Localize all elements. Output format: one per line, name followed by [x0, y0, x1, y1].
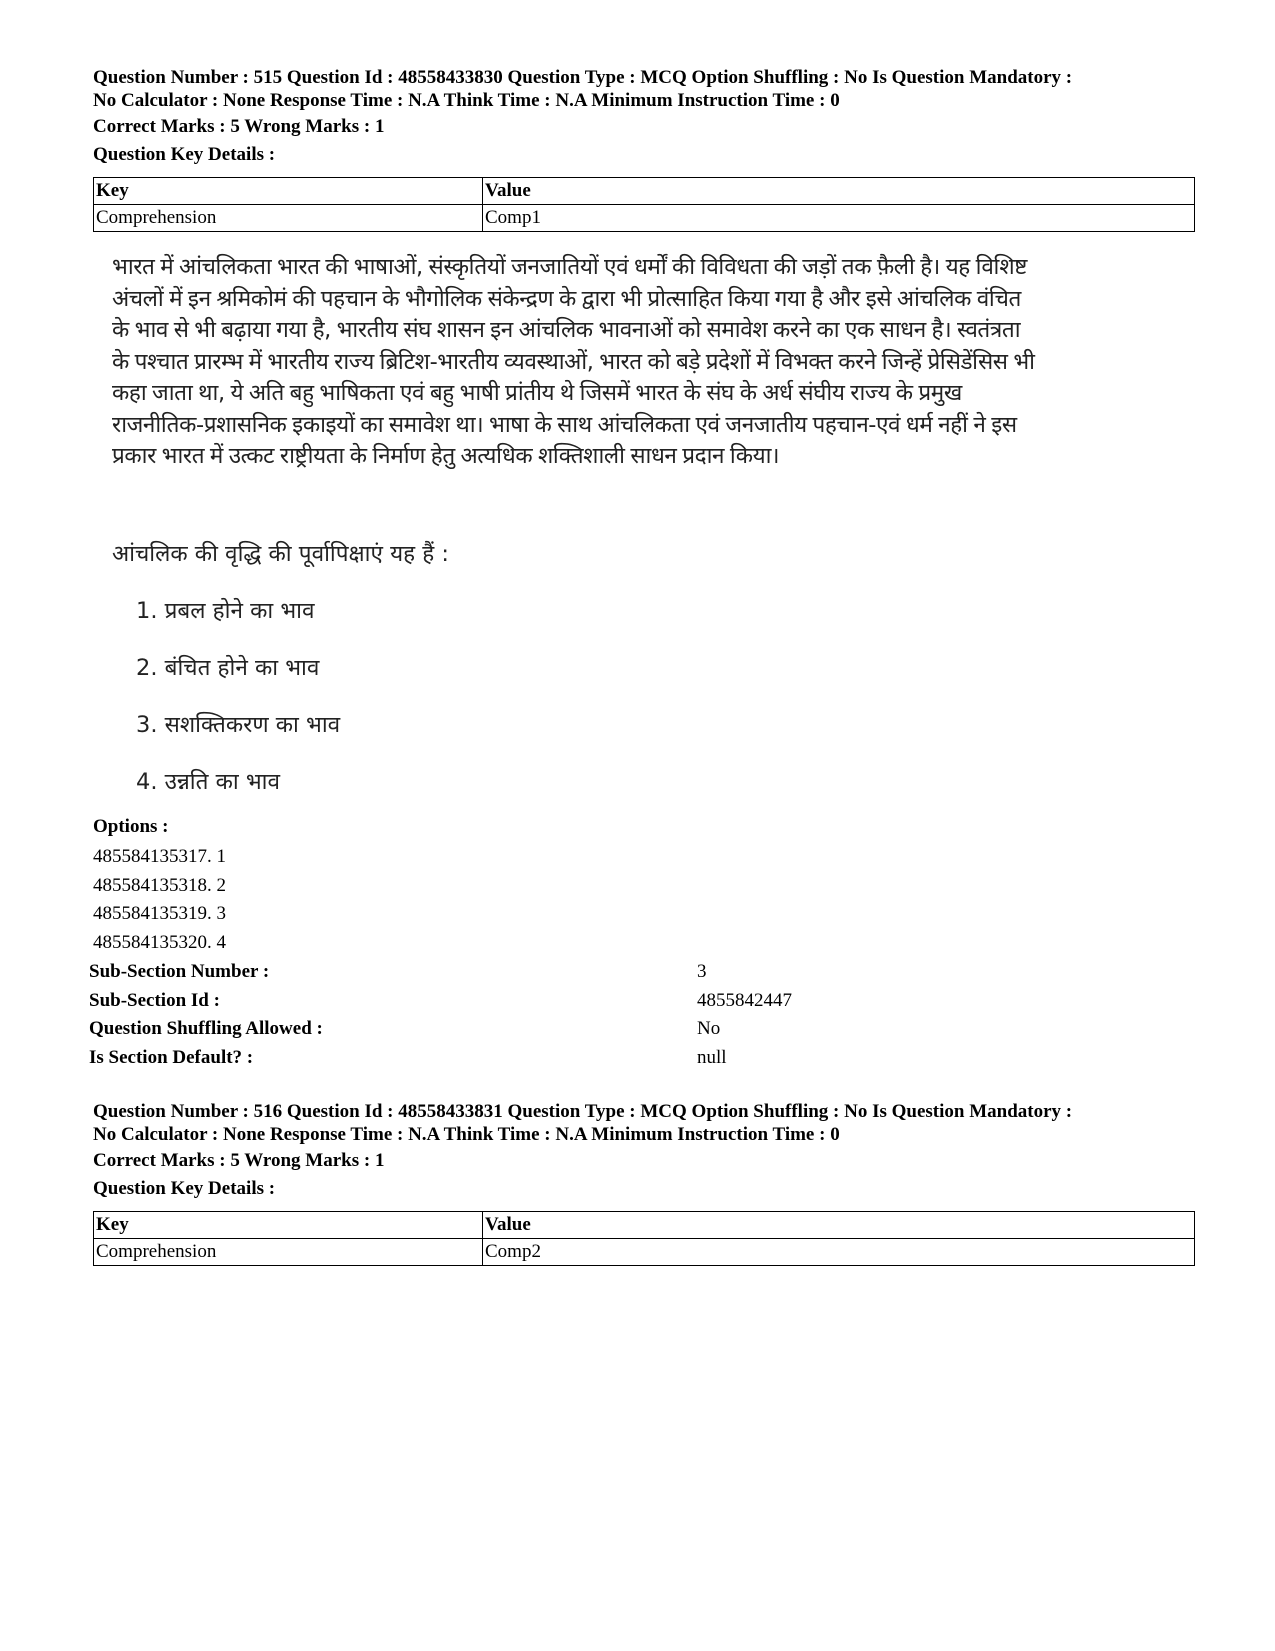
passage-line: अंचलों में इन श्रमिकोमं की पहचान के भौगोलिक संकेन्द्रण के द्वारा भी प्रोत्साहित किया गया है और इसे आंचलिक वंचित: [112, 285, 1021, 312]
subsection-row: [89, 958, 789, 987]
prerequisites-list: [136, 594, 340, 822]
options-list: [93, 843, 226, 957]
question-516-marks: Correct Marks : 5 Wrong Marks : 1: [93, 1150, 385, 1171]
subsection-row: [89, 1044, 789, 1073]
key-header-cell: Key: [94, 1212, 483, 1239]
table-header-row: [94, 178, 1195, 205]
key-cell: Comprehension: [94, 205, 483, 232]
option-item: 485584135319. 3: [93, 903, 226, 924]
subsection-value: null: [697, 1046, 727, 1068]
value-header-cell: Value: [483, 1212, 1195, 1239]
subsection-details: [89, 958, 792, 1072]
question-header-line-1: Question Number : 515 Question Id : 48558433830 Question Type : MCQ Option Shuffling : No Is Question Mandatory :: [93, 67, 1073, 88]
comprehension-passage: [112, 252, 1162, 473]
options-label: Options :: [93, 816, 169, 837]
question-516-key-table: [93, 1211, 1195, 1266]
question-515-marks: Correct Marks : 5 Wrong Marks : 1: [93, 116, 385, 137]
list-item: 1. प्रबल होने का भाव: [136, 598, 315, 624]
passage-line: कहा जाता था, ये अति बहु भाषिकता एवं बहु भाषी प्रांतीय थे जिसमें भारत के संघ के अर्ध संघीय राज्य के प्रमुख: [112, 380, 962, 406]
value-cell: Comp1: [483, 205, 1195, 232]
subsection-value: 3: [697, 961, 707, 982]
question-header-line-2: No Calculator : None Response Time : N.A Think Time : N.A Minimum Instruction Time : 0: [93, 90, 840, 111]
table-header-row: [94, 1212, 1195, 1239]
key-cell: Comprehension: [94, 1239, 483, 1266]
question-header-line-1: Question Number : 516 Question Id : 48558433831 Question Type : MCQ Option Shuffling : No Is Question Mandatory :: [93, 1101, 1073, 1122]
question-515-key-details-label: Question Key Details :: [93, 144, 276, 165]
value-cell: Comp2: [483, 1239, 1195, 1266]
subsection-value: 4855842447: [697, 989, 792, 1011]
question-515-key-table: [93, 177, 1195, 232]
value-header-cell: Value: [483, 178, 1195, 205]
option-item: 485584135318. 2: [93, 874, 226, 896]
passage-line: के भाव से भी बढ़ाया गया है, भारतीय संघ शासन इन आंचलिक भावनाओं को समावेश करने का एक साधन है। स्वतंत्रता: [112, 317, 1021, 343]
question-header-line-2: No Calculator : None Response Time : N.A Think Time : N.A Minimum Instruction Time : 0: [93, 1124, 840, 1145]
key-header-cell: Key: [94, 178, 483, 205]
table-row: [94, 1239, 1195, 1266]
subsection-value: No: [697, 1018, 721, 1039]
passage-line: प्रकार भारत में उत्कट राष्ट्रीयता के निर्माण हेतु अत्यधिक शक्तिशाली साधन प्रदान किया।: [112, 443, 780, 469]
list-item: 3. सशक्तिकरण का भाव: [136, 712, 341, 738]
table-row: [94, 205, 1195, 232]
passage-line: राजनीतिक-प्रशासनिक इकाइयों का समावेश था। भाषा के साथ आंचलिकता एवं जनजातीय पहचान-एवं धर्म नहीं ने इस: [112, 411, 1017, 438]
subsection-row: [89, 987, 792, 1016]
passage-line: भारत में आंचलिकता भारत की भाषाओं, संस्कृतियों जनजातियों एवं धर्मों की विविधता की जड़ों तक फ़ैली है। यह विशिष्ट: [112, 254, 1028, 280]
option-item: 485584135320. 4: [93, 931, 226, 953]
option-item: 485584135317. 1: [93, 846, 226, 867]
prerequisites-heading: आंचलिक की वृद्धि की पूर्वापिक्षाएं यह हैं :: [112, 541, 449, 567]
passage-line: के पश्चात प्रारम्भ में भारतीय राज्य ब्रिटिश-भारतीय व्यवस्थाओं, भारत को बड़े प्रदेशों में विभक्त करने जिन्हें प्रेसिडेंसिस भी: [112, 348, 1035, 375]
question-516-key-details-label: Question Key Details :: [93, 1178, 276, 1199]
subsection-row: [89, 1015, 789, 1044]
question-516-header: [93, 1100, 1203, 1146]
list-item: 4. उन्नति का भाव: [136, 769, 280, 795]
subsection-label: Sub-Section Number :: [89, 961, 270, 982]
subsection-label: Question Shuffling Allowed :: [89, 1018, 323, 1039]
subsection-label: Sub-Section Id :: [89, 989, 220, 1011]
question-515-header: [93, 66, 1203, 112]
list-item: 2. बंचित होने का भाव: [136, 655, 320, 681]
subsection-label: Is Section Default? :: [89, 1046, 254, 1068]
